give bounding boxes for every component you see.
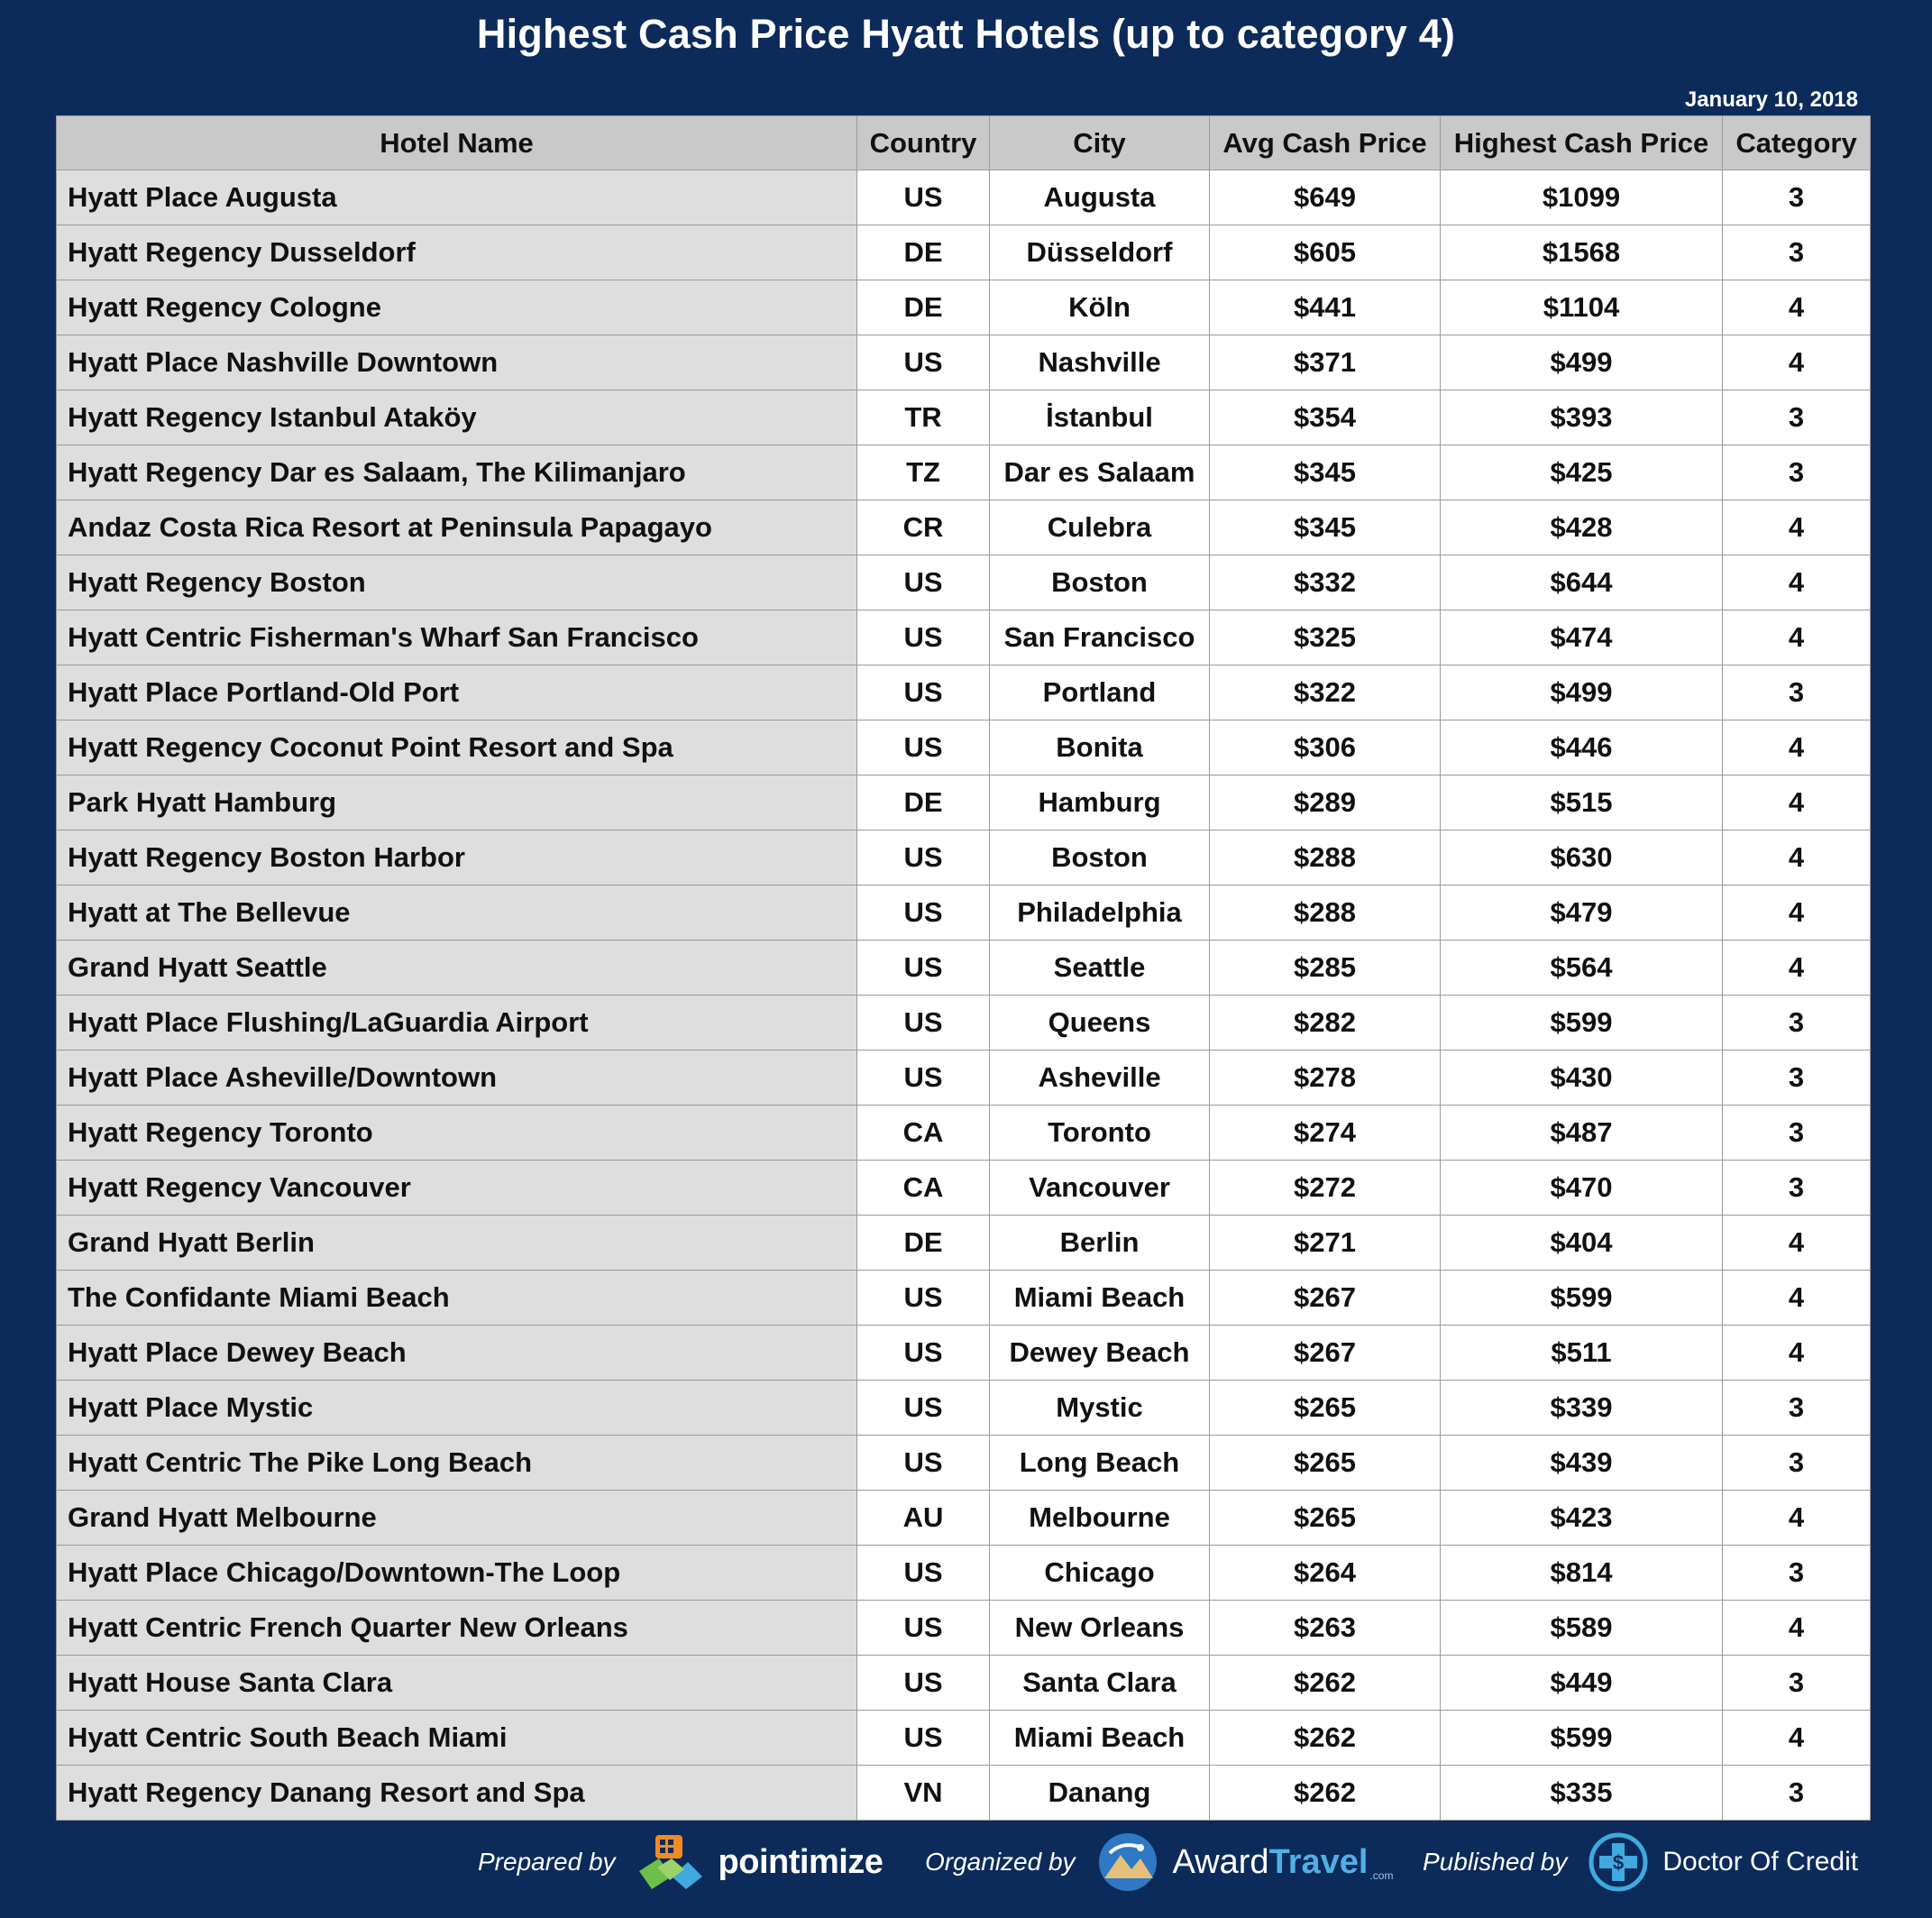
highest-cash-price-cell: $599: [1441, 1711, 1723, 1766]
highest-cash-price-cell: $511: [1441, 1326, 1723, 1381]
hotel-name-cell: Hyatt Regency Boston Harbor: [57, 831, 857, 886]
report-date: January 10, 2018: [1684, 87, 1858, 112]
highest-cash-price-cell: $499: [1441, 335, 1723, 390]
published-by-label: Published by: [1423, 1848, 1568, 1876]
city-cell: Queens: [990, 996, 1210, 1051]
avg-cash-price-cell: $354: [1210, 390, 1441, 445]
awardtravel-brand-b: Travel: [1268, 1842, 1369, 1881]
organized-by-credit[interactable]: [925, 1822, 1393, 1903]
city-cell: Nashville: [990, 335, 1210, 390]
hotel-name-cell: Hyatt Regency Toronto: [57, 1106, 857, 1161]
avg-cash-price-cell: $267: [1210, 1271, 1441, 1326]
category-cell: 4: [1723, 280, 1871, 335]
highest-cash-price-cell: $439: [1441, 1436, 1723, 1491]
city-cell: Asheville: [990, 1051, 1210, 1106]
avg-cash-price-cell: $271: [1210, 1216, 1441, 1271]
avg-cash-price-cell: $649: [1210, 170, 1441, 225]
city-cell: Culebra: [990, 500, 1210, 555]
avg-cash-price-cell: $322: [1210, 665, 1441, 720]
highest-cash-price-cell: $630: [1441, 831, 1723, 886]
hotel-name-cell: Park Hyatt Hamburg: [57, 775, 857, 831]
country-cell: CA: [857, 1106, 990, 1161]
table-row[interactable]: [57, 1271, 1871, 1326]
avg-cash-price-cell: $265: [1210, 1491, 1441, 1546]
city-cell: Chicago: [990, 1546, 1210, 1601]
country-cell: DE: [857, 280, 990, 335]
category-cell: 3: [1723, 225, 1871, 280]
table-row[interactable]: [57, 1216, 1871, 1271]
avg-cash-price-cell: $332: [1210, 555, 1441, 610]
hotel-name-cell: Hyatt Centric Fisherman's Wharf San Francisco: [57, 610, 857, 665]
hotel-name-cell: Hyatt Place Chicago/Downtown-The Loop: [57, 1546, 857, 1601]
header-avg-cash-price[interactable]: Avg Cash Price: [1210, 116, 1441, 170]
table-row[interactable]: [57, 1766, 1871, 1821]
svg-text:$: $: [1613, 1851, 1625, 1874]
table-row[interactable]: [57, 610, 1871, 665]
avg-cash-price-cell: $289: [1210, 775, 1441, 831]
category-cell: 3: [1723, 1546, 1871, 1601]
country-cell: US: [857, 1656, 990, 1711]
hotel-name-cell: Grand Hyatt Melbourne: [57, 1491, 857, 1546]
table-row[interactable]: [57, 886, 1871, 941]
table-row[interactable]: [57, 1711, 1871, 1766]
avg-cash-price-cell: $282: [1210, 996, 1441, 1051]
hotel-name-cell: Hyatt Centric French Quarter New Orleans: [57, 1601, 857, 1656]
country-cell: US: [857, 831, 990, 886]
avg-cash-price-cell: $345: [1210, 500, 1441, 555]
highest-cash-price-cell: $425: [1441, 445, 1723, 500]
highest-cash-price-cell: $449: [1441, 1656, 1723, 1711]
highest-cash-price-cell: $339: [1441, 1381, 1723, 1436]
country-cell: DE: [857, 225, 990, 280]
awardtravel-brand: [1173, 1843, 1394, 1882]
table-row[interactable]: [57, 996, 1871, 1051]
country-cell: US: [857, 1546, 990, 1601]
city-cell: Vancouver: [990, 1161, 1210, 1216]
category-cell: 3: [1723, 996, 1871, 1051]
country-cell: US: [857, 996, 990, 1051]
table-row[interactable]: [57, 665, 1871, 720]
highest-cash-price-cell: $430: [1441, 1051, 1723, 1106]
avg-cash-price-cell: $272: [1210, 1161, 1441, 1216]
table-row[interactable]: [57, 280, 1871, 335]
hotel-name-cell: Hyatt Regency Dusseldorf: [57, 225, 857, 280]
country-cell: US: [857, 610, 990, 665]
table-row[interactable]: [57, 1546, 1871, 1601]
table-row[interactable]: [57, 1051, 1871, 1106]
hotel-name-cell: Hyatt Place Nashville Downtown: [57, 335, 857, 390]
avg-cash-price-cell: $345: [1210, 445, 1441, 500]
country-cell: US: [857, 170, 990, 225]
hotel-name-cell: Hyatt at The Bellevue: [57, 886, 857, 941]
country-cell: US: [857, 335, 990, 390]
city-cell: Mystic: [990, 1381, 1210, 1436]
awardtravel-brand-a: Award: [1172, 1842, 1269, 1881]
avg-cash-price-cell: $441: [1210, 280, 1441, 335]
table-row[interactable]: [57, 1656, 1871, 1711]
category-cell: 3: [1723, 170, 1871, 225]
country-cell: AU: [857, 1491, 990, 1546]
table-row[interactable]: [57, 1161, 1871, 1216]
highest-cash-price-cell: $564: [1441, 941, 1723, 996]
country-cell: US: [857, 720, 990, 775]
category-cell: 4: [1723, 831, 1871, 886]
country-cell: US: [857, 1601, 990, 1656]
category-cell: 3: [1723, 1381, 1871, 1436]
highest-cash-price-cell: $393: [1441, 390, 1723, 445]
highest-cash-price-cell: $1568: [1441, 225, 1723, 280]
hotels-table: [56, 115, 1871, 1821]
country-cell: DE: [857, 775, 990, 831]
country-cell: US: [857, 1271, 990, 1326]
country-cell: TR: [857, 390, 990, 445]
table-row[interactable]: [57, 1491, 1871, 1546]
hotel-name-cell: Hyatt Place Mystic: [57, 1381, 857, 1436]
country-cell: US: [857, 941, 990, 996]
avg-cash-price-cell: $288: [1210, 886, 1441, 941]
category-cell: 4: [1723, 775, 1871, 831]
table-row[interactable]: [57, 1436, 1871, 1491]
city-cell: Long Beach: [990, 1436, 1210, 1491]
category-cell: 3: [1723, 1051, 1871, 1106]
highest-cash-price-cell: $404: [1441, 1216, 1723, 1271]
organized-by-label: Organized by: [925, 1848, 1076, 1876]
category-cell: 4: [1723, 1711, 1871, 1766]
highest-cash-price-cell: $470: [1441, 1161, 1723, 1216]
hotel-name-cell: Hyatt Place Asheville/Downtown: [57, 1051, 857, 1106]
country-cell: VN: [857, 1766, 990, 1821]
hotel-name-cell: Hyatt Centric South Beach Miami: [57, 1711, 857, 1766]
highest-cash-price-cell: $446: [1441, 720, 1723, 775]
header-city[interactable]: City: [990, 116, 1210, 170]
table-row[interactable]: [57, 335, 1871, 390]
hotel-name-cell: Hyatt Regency Dar es Salaam, The Kilimanjaro: [57, 445, 857, 500]
page-title: Highest Cash Price Hyatt Hotels (up to category 4): [476, 11, 1456, 57]
avg-cash-price-cell: $264: [1210, 1546, 1441, 1601]
category-cell: 4: [1723, 1326, 1871, 1381]
country-cell: US: [857, 665, 990, 720]
avg-cash-price-cell: $274: [1210, 1106, 1441, 1161]
city-cell: Melbourne: [990, 1491, 1210, 1546]
city-cell: Berlin: [990, 1216, 1210, 1271]
category-cell: 3: [1723, 1436, 1871, 1491]
country-cell: US: [857, 1051, 990, 1106]
avg-cash-price-cell: $262: [1210, 1766, 1441, 1821]
pointimize-logo-icon: [636, 1831, 706, 1893]
category-cell: 4: [1723, 610, 1871, 665]
highest-cash-price-cell: $1099: [1441, 170, 1723, 225]
city-cell: Danang: [990, 1766, 1210, 1821]
table-row[interactable]: [57, 1381, 1871, 1436]
highest-cash-price-cell: $499: [1441, 665, 1723, 720]
hotel-name-cell: The Confidante Miami Beach: [57, 1271, 857, 1326]
category-cell: 4: [1723, 555, 1871, 610]
highest-cash-price-cell: $474: [1441, 610, 1723, 665]
hotel-name-cell: Hyatt Regency Istanbul Ataköy: [57, 390, 857, 445]
category-cell: 3: [1723, 1161, 1871, 1216]
avg-cash-price-cell: $265: [1210, 1436, 1441, 1491]
hotel-name-cell: Hyatt Place Flushing/LaGuardia Airport: [57, 996, 857, 1051]
avg-cash-price-cell: $262: [1210, 1711, 1441, 1766]
city-cell: Hamburg: [990, 775, 1210, 831]
city-cell: Santa Clara: [990, 1656, 1210, 1711]
table-body: [57, 170, 1871, 1821]
table-row[interactable]: [57, 831, 1871, 886]
hotel-name-cell: Andaz Costa Rica Resort at Peninsula Papagayo: [57, 500, 857, 555]
city-cell: Portland: [990, 665, 1210, 720]
highest-cash-price-cell: $599: [1441, 996, 1723, 1051]
category-cell: 4: [1723, 1491, 1871, 1546]
country-cell: US: [857, 1711, 990, 1766]
table-row[interactable]: [57, 170, 1871, 225]
avg-cash-price-cell: $265: [1210, 1381, 1441, 1436]
city-cell: Boston: [990, 831, 1210, 886]
category-cell: 4: [1723, 941, 1871, 996]
country-cell: US: [857, 886, 990, 941]
highest-cash-price-cell: $428: [1441, 500, 1723, 555]
category-cell: 4: [1723, 1271, 1871, 1326]
country-cell: CA: [857, 1161, 990, 1216]
hotel-name-cell: Hyatt Regency Boston: [57, 555, 857, 610]
avg-cash-price-cell: $306: [1210, 720, 1441, 775]
category-cell: 3: [1723, 1656, 1871, 1711]
country-cell: DE: [857, 1216, 990, 1271]
category-cell: 3: [1723, 445, 1871, 500]
table-row[interactable]: [57, 500, 1871, 555]
header-category[interactable]: Category: [1723, 116, 1871, 170]
table-row[interactable]: [57, 1601, 1871, 1656]
header-hotel-name[interactable]: Hotel Name: [57, 116, 857, 170]
country-cell: US: [857, 555, 990, 610]
city-cell: Dewey Beach: [990, 1326, 1210, 1381]
category-cell: 3: [1723, 390, 1871, 445]
category-cell: 4: [1723, 886, 1871, 941]
highest-cash-price-cell: $515: [1441, 775, 1723, 831]
category-cell: 4: [1723, 720, 1871, 775]
table-row[interactable]: [57, 941, 1871, 996]
city-cell: Bonita: [990, 720, 1210, 775]
highest-cash-price-cell: $589: [1441, 1601, 1723, 1656]
avg-cash-price-cell: $262: [1210, 1656, 1441, 1711]
header-country[interactable]: Country: [857, 116, 990, 170]
city-cell: İstanbul: [990, 390, 1210, 445]
avg-cash-price-cell: $371: [1210, 335, 1441, 390]
highest-cash-price-cell: $423: [1441, 1491, 1723, 1546]
country-cell: US: [857, 1436, 990, 1491]
table-row[interactable]: [57, 1106, 1871, 1161]
table-row[interactable]: [57, 390, 1871, 445]
doctorofcredit-brand: Doctor Of Credit: [1662, 1847, 1859, 1877]
category-cell: 3: [1723, 665, 1871, 720]
city-cell: Dar es Salaam: [990, 445, 1210, 500]
avg-cash-price-cell: $278: [1210, 1051, 1441, 1106]
category-cell: 4: [1723, 1601, 1871, 1656]
hotel-name-cell: Grand Hyatt Seattle: [57, 941, 857, 996]
highest-cash-price-cell: $487: [1441, 1106, 1723, 1161]
pointimize-brand: pointimize: [718, 1842, 884, 1881]
highest-cash-price-cell: $1104: [1441, 280, 1723, 335]
avg-cash-price-cell: $325: [1210, 610, 1441, 665]
highest-cash-price-cell: $479: [1441, 886, 1723, 941]
avg-cash-price-cell: $288: [1210, 831, 1441, 886]
doctorofcredit-logo-icon: [1587, 1831, 1650, 1894]
category-cell: 3: [1723, 1766, 1871, 1821]
country-cell: US: [857, 1326, 990, 1381]
hotel-name-cell: Hyatt Place Augusta: [57, 170, 857, 225]
country-cell: CR: [857, 500, 990, 555]
category-cell: 4: [1723, 500, 1871, 555]
avg-cash-price-cell: $263: [1210, 1601, 1441, 1656]
hotel-name-cell: Grand Hyatt Berlin: [57, 1216, 857, 1271]
country-cell: TZ: [857, 445, 990, 500]
category-cell: 4: [1723, 1216, 1871, 1271]
hotel-name-cell: Hyatt Centric The Pike Long Beach: [57, 1436, 857, 1491]
hotel-name-cell: Hyatt Place Portland-Old Port: [57, 665, 857, 720]
hotel-name-cell: Hyatt Regency Coconut Point Resort and Spa: [57, 720, 857, 775]
highest-cash-price-cell: $335: [1441, 1766, 1723, 1821]
city-cell: San Francisco: [990, 610, 1210, 665]
city-cell: Boston: [990, 555, 1210, 610]
table-row[interactable]: [57, 225, 1871, 280]
table-header-row: [57, 116, 1871, 170]
city-cell: New Orleans: [990, 1601, 1210, 1656]
hotel-name-cell: Hyatt Regency Cologne: [57, 280, 857, 335]
city-cell: Philadelphia: [990, 886, 1210, 941]
city-cell: Seattle: [990, 941, 1210, 996]
highest-cash-price-cell: $644: [1441, 555, 1723, 610]
city-cell: Toronto: [990, 1106, 1210, 1161]
hotel-name-cell: Hyatt House Santa Clara: [57, 1656, 857, 1711]
avg-cash-price-cell: $285: [1210, 941, 1441, 996]
table-row[interactable]: [57, 720, 1871, 775]
prepared-by-label: Prepared by: [478, 1848, 616, 1876]
city-cell: Miami Beach: [990, 1271, 1210, 1326]
highest-cash-price-cell: $599: [1441, 1271, 1723, 1326]
table-row[interactable]: [57, 1326, 1871, 1381]
avg-cash-price-cell: $605: [1210, 225, 1441, 280]
header-highest-cash-price[interactable]: Highest Cash Price: [1441, 116, 1723, 170]
awardtravel-logo-icon: [1095, 1830, 1160, 1895]
hotel-name-cell: Hyatt Regency Danang Resort and Spa: [57, 1766, 857, 1821]
table-row[interactable]: [57, 445, 1871, 500]
country-cell: US: [857, 1381, 990, 1436]
prepared-by-credit[interactable]: [478, 1822, 883, 1903]
table-row[interactable]: [57, 775, 1871, 831]
city-cell: Düsseldorf: [990, 225, 1210, 280]
hotel-name-cell: Hyatt Regency Vancouver: [57, 1161, 857, 1216]
footer: [0, 1822, 1932, 1903]
city-cell: Augusta: [990, 170, 1210, 225]
published-by-credit[interactable]: [1423, 1822, 1858, 1903]
city-cell: Köln: [990, 280, 1210, 335]
highest-cash-price-cell: $814: [1441, 1546, 1723, 1601]
table-row[interactable]: [57, 555, 1871, 610]
awardtravel-brand-sub: .com: [1369, 1868, 1394, 1882]
city-cell: Miami Beach: [990, 1711, 1210, 1766]
avg-cash-price-cell: $267: [1210, 1326, 1441, 1381]
hotel-name-cell: Hyatt Place Dewey Beach: [57, 1326, 857, 1381]
category-cell: 3: [1723, 1106, 1871, 1161]
category-cell: 4: [1723, 335, 1871, 390]
